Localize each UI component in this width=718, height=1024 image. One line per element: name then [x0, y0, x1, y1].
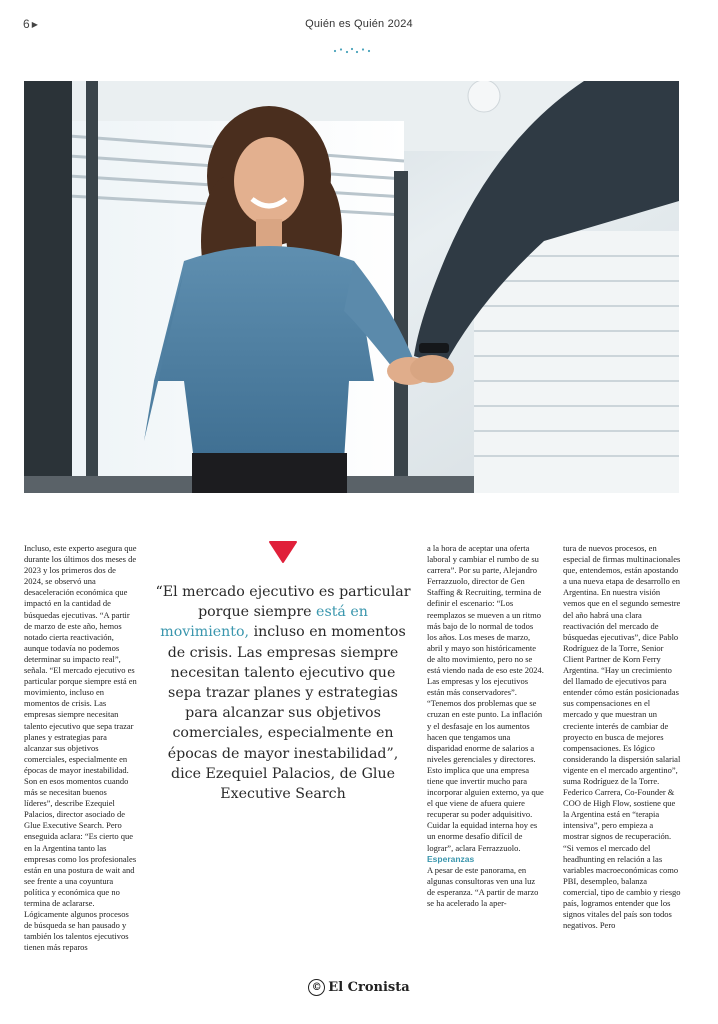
- arrow-right-icon: ▶: [31, 20, 38, 29]
- section-subhead: Esperanzas: [427, 853, 475, 864]
- page-number: 6 ▶: [23, 17, 38, 31]
- pull-quote-part-b: incluso en momentos de crisis. Las empresas siempre necesitan talento ejecutivo que sepa trazar planes y estrategias para alcanzar sus objetivos comerciales, especialmente en épocas de mayor inestabilidad”, dice Ezequiel Palacios, de Glue Executive Search: [167, 624, 406, 803]
- publication-title: Quién es Quién 2024: [305, 18, 413, 30]
- column-1-text: Incluso, este experto asegura que durante los últimos dos meses de 2023 y los primeros dos de 2024, se observó una desaceleración económica que impactó en la cantidad de búsquedas ejecutivas. “A partir de marzo de este año, hemos notado cierta reactivación, aunque todavía no podemos determinar su impacto real”, señala. “El mercado ejecutivo es particular porque siempre está en movimiento, incluso en momentos de crisis. Las empresas siempre necesitan talento ejecutivo que sepa trazar planes y estrategias para alcanzar sus objetivos comerciales, especialmente en épocas de mayor inestabilidad. Son en esos momentos cuando más se necesitan buenos líderes”, describe Ezequiel Palacios, director asociado de Glue Executive Search. Pero enseguida aclara: “Es cierto que en la Argentina tanto las empresas como los profesionales están en una postura de wait and see frente a una coyuntura política y económica que no termina de aclararse. Lógicamente algunos procesos de búsqueda se han pausado y también los talentos ejecutivos tienen más reparos: [24, 543, 137, 953]
- pull-quote: [152, 582, 414, 804]
- decorative-dots-icon: [332, 46, 372, 56]
- column-4-text: tura de nuevos procesos, en especial de firmas multinacionales que, entendemos, están apostando a una nueva etapa de desarrollo en Argentina. En nuestra visión vemos que en el segundo semestre del año habrá una clara reactivación del mercado de búsquedas ejecutivas”, dice Pablo Rodríguez de la Torre, Senior Client Partner de Korn Ferry Argentina. “Hay un crecimiento del llamado de ejecutivos para entender cómo están posicionadas sus compensaciones en el mercado y que muestran un creciente interés de cambiar de proyecto en busca de mejores compensaciones. Es lógico considerando la dispersión salarial vigente en el mercado argentino”, suma Rodríguez de la Torre. Federico Carrera, Co-Founder & COO de High Flow, sostiene que la Argentina está en “terapia intensiva”, pero empieza a mostrar signos de recuperación. “Si vemos el mercado del headhunting en relación a las variables macroeconómicas como PBI, desempleo, balanza comercial, tipo de cambio y riesgo país, logramos entender que los signos vitales del país son todos negativos. Pero: [563, 543, 681, 931]
- article-column-4: [563, 543, 681, 931]
- article-column-3: [427, 543, 544, 909]
- column-3-text: a la hora de aceptar una oferta laboral y cambiar el rumbo de su carrera”. Por su parte, Alejandro Ferrazzuolo, director de Gen Staffing & Recruiting, termina de definir el escenario: “Los reemplazos se mueven a un ritmo más bajo de lo normal de todos los años. Los meses de marzo, abril y mayo son históricamente de alto movimiento, pero no se está viendo nada de eso este 2024. Las empresas y los ejecutivos están más conservadores”. “Tenemos dos problemas que se cruzan en este punto. La inflación y el desfasaje en los aumentos hacen que tengamos una disparidad enorme de salarios a niveles gerenciales y directores. Esto implica que una empresa tiene que invertir mucho para incorporar alguien externo, ya que el que viene de afuera quiere recuperar su poder adquisitivo. Cuidar la equidad interna hoy es un enorme desafío difícil de lograr”, aclara Ferrazzuolo.: [427, 543, 544, 853]
- copyright-logo-icon: ©: [308, 979, 325, 996]
- pull-quote-part-a: “El mercado ejecutivo es particular porque siempre: [155, 584, 411, 621]
- pull-quote-highlight: está en movimiento,: [160, 604, 368, 641]
- handshake-photo: [24, 81, 679, 493]
- triangle-down-icon: [268, 540, 298, 564]
- article-column-1: [24, 543, 137, 953]
- column-3-text-b: A pesar de este panorama, en algunas consultoras ven una luz de esperanza. “A partir de marzo se ha acelerado la aper-: [427, 864, 539, 908]
- footer-logo: [0, 979, 718, 996]
- footer-logo-text: El Cronista: [328, 980, 410, 995]
